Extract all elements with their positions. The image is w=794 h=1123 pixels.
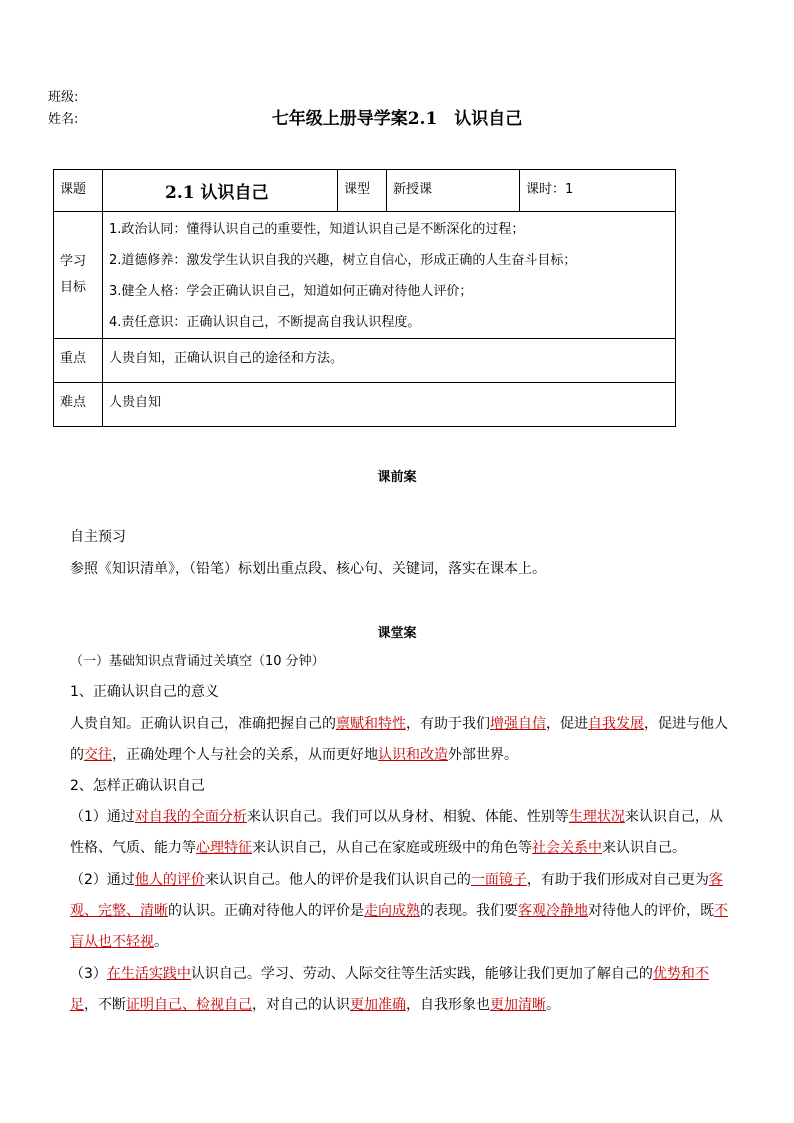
paragraph-text: ，促进与他人的: [70, 716, 728, 763]
answer-blank: 更加准确: [350, 997, 406, 1013]
paragraph-text: ，正确处理个人与社会的关系，从而更好地: [112, 747, 378, 763]
answer-blank: 更加清晰: [490, 997, 546, 1013]
paragraph-text: ，对自己的认识: [252, 997, 350, 1013]
paragraph-text: （1）通过: [70, 809, 135, 825]
part-one-heading: （一）基础知识点背诵过关填空（10 分钟）: [70, 654, 325, 669]
goals-label-line: 目标: [60, 280, 87, 295]
type-label: 课型: [338, 170, 387, 212]
heading-significance: 1、正确认识自己的意义: [70, 684, 219, 700]
paragraph-text: 的认识。正确对待他人的评价是: [168, 903, 364, 919]
answer-blank: 他人的评价: [134, 872, 205, 888]
difficulty-value: 人贵自知: [103, 383, 676, 427]
answer-blank: 走向成熟: [364, 903, 420, 919]
type-value: 新授课: [387, 170, 520, 212]
class-hours: 课时：1: [520, 170, 676, 212]
goal-item: 4.责任意识：正确认识自己，不断提高自我认识程度。: [109, 315, 421, 330]
answer-blank: 社会关系中: [532, 840, 602, 856]
answer-blank: 心理特征: [196, 840, 252, 856]
answer-blank: 认识和改造: [378, 747, 448, 763]
paragraph-text: 对待他人的评价，既: [588, 903, 714, 919]
paragraph-text: ，自我形象也: [406, 997, 490, 1013]
paragraph-text: ，有助于我们形成对自己更为: [526, 872, 709, 888]
goal-item: 2.道德修养：激发学生认识自我的兴趣，树立自信心，形成正确的人生奋斗目标；: [109, 253, 577, 268]
paragraph-others-evaluation: [70, 865, 730, 958]
paragraph-self-analysis: [70, 802, 730, 864]
answer-blank: 生理状况: [568, 809, 625, 825]
answer-blank: 证明自己、检视自己: [126, 997, 252, 1013]
answer-blank: 不盲从也不轻视: [70, 903, 728, 950]
answer-blank: 交往: [84, 747, 112, 763]
in-class-title: 课堂案: [377, 626, 417, 641]
heading-how-to: 2、怎样正确认识自己: [70, 778, 205, 794]
name-label: 姓名:: [48, 112, 79, 127]
goals-label: [54, 212, 103, 339]
class-label: 班级:: [48, 90, 79, 105]
paragraph-text: 来认识自己，从性格、气质、能力等: [70, 809, 723, 856]
paragraph-text: 来认识自己。我们可以从身材、相貌、体能、性别等: [246, 809, 569, 825]
subject-label: 课题: [54, 170, 103, 212]
goals-label-line: 学习: [60, 254, 87, 269]
paragraph-text: （2）通过: [70, 872, 135, 888]
answer-blank: 自我发展: [588, 716, 644, 732]
answer-blank: 禀赋和特性: [336, 716, 406, 732]
answer-blank: 对自我的全面分析: [134, 809, 247, 825]
goal-item: 1.政治认同：懂得认识自己的重要性，知道认识自己是不断深化的过程；: [109, 222, 525, 237]
pre-class-subtitle: 自主预习: [70, 529, 126, 545]
key-point-value: 人贵自知，正确认识自己的途径和方法。: [103, 339, 676, 383]
paragraph-text: 人贵自知。正确认识自己，准确把握自己的: [70, 716, 336, 732]
lesson-info-table: [53, 169, 676, 427]
paragraph-text: 外部世界。: [448, 747, 518, 763]
answer-blank: 优势和不足: [70, 966, 709, 1013]
answer-blank: 一面镜子: [470, 872, 527, 888]
paragraph-text: 的表现。我们要: [420, 903, 518, 919]
document-title: 七年级上册导学案2.1 认识自己: [271, 109, 523, 129]
paragraph-text: ，促进: [546, 716, 588, 732]
paragraph-text: 。: [546, 997, 560, 1013]
pre-class-title: 课前案: [377, 470, 417, 485]
answer-blank: 客观冷静地: [518, 903, 588, 919]
subject-value: 2.1 认识自己: [103, 170, 338, 212]
paragraph-significance: [70, 709, 730, 771]
answer-blank: 增强自信: [490, 716, 546, 732]
paragraph-text: 来认识自己，从自己在家庭或班级中的角色等: [252, 840, 532, 856]
paragraph-text: ，不断: [84, 997, 126, 1013]
key-point-label: 重点: [54, 339, 103, 383]
pre-class-text: 参照《知识清单》，（铅笔）标划出重点段、核心句、关键词，落实在课本上。: [70, 561, 546, 577]
paragraph-text: ，有助于我们: [406, 716, 490, 732]
paragraph-text: 来认识自己。他人的评价是我们认识自己的: [204, 872, 471, 888]
difficulty-label: 难点: [54, 383, 103, 427]
paragraph-text: 。: [154, 934, 168, 950]
paragraph-text: （3）: [70, 966, 107, 982]
goal-item: 3.健全人格：学会正确认识自己，知道如何正确对待他人评价；: [109, 284, 473, 299]
paragraph-text: 来认识自己。: [602, 840, 686, 856]
goals-list: [103, 212, 676, 339]
answer-blank: 在生活实践中: [106, 966, 191, 982]
answer-blank: 客观、完整、清晰: [70, 872, 723, 919]
paragraph-life-practice: [70, 959, 730, 1021]
paragraph-text: 认识自己。学习、劳动、人际交往等生活实践，能够让我们更加了解自己的: [190, 966, 653, 982]
